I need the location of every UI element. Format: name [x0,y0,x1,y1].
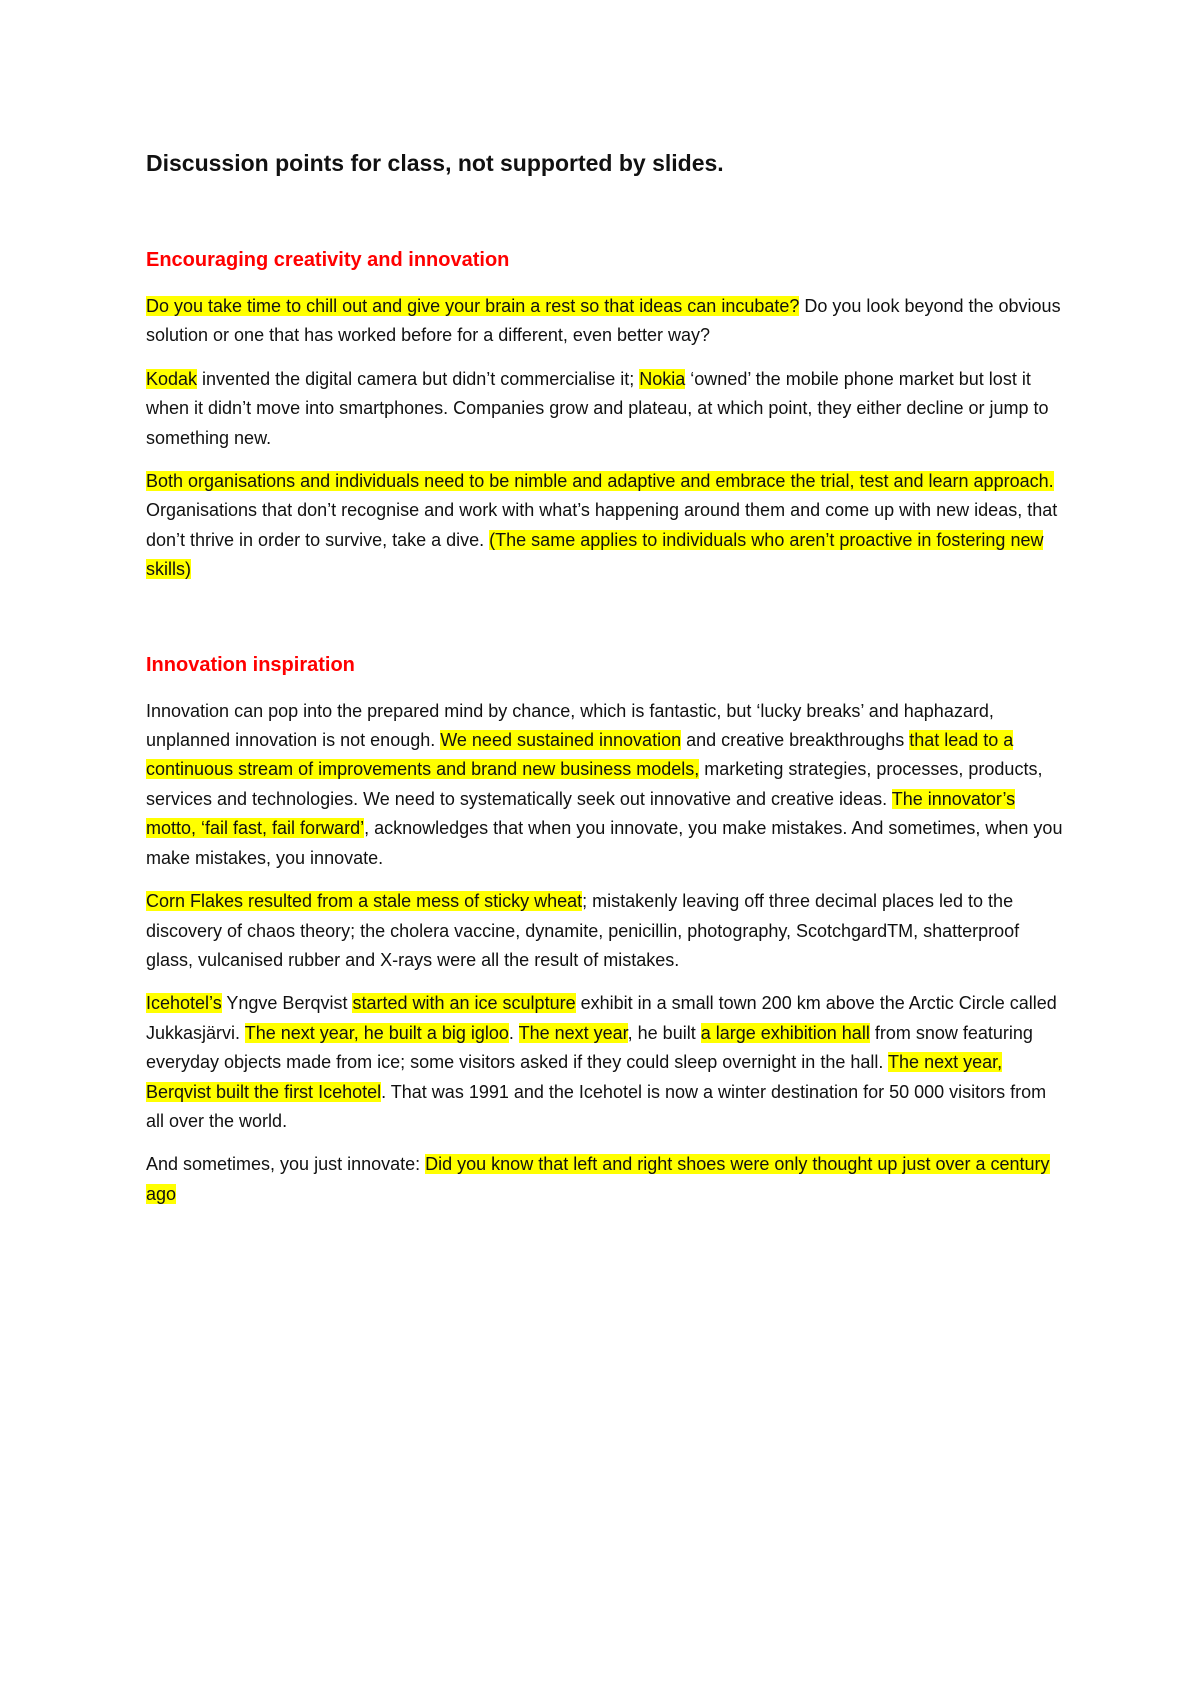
text: . [508,1022,519,1043]
text: ‘owned’ the mobile phone market but lost it when it didn’t move into smartphones. Companies grow and plateau, at which point, they either decline or jump to something new. [146,368,1049,448]
highlight: The next year, he built a big igloo [244,1022,509,1043]
highlight: We need sustained innovation [440,730,682,751]
page-title: Discussion points for class, not supported by slides. [146,150,724,176]
highlight: (The same applies to individuals who aren’t proactive in fostering new skills) [146,529,1044,580]
highlight: Kodak [146,368,198,389]
text: exhibit in a small town 200 km above the Arctic Circle called Jukkasjärvi. [146,993,1057,1043]
paragraph-mistakes [146,887,1066,975]
text: Organisations that don’t recognise and work with what’s happening around them and come up with new ideas, that don’t thrive in order to survive, take a dive. [146,500,1058,550]
paragraph-icehotel [146,989,1066,1136]
highlight: Do you take time to chill out and give your brain a rest so that ideas can incubate? [146,296,800,316]
text: invented the digital camera but didn’t commercialise it; [197,368,640,389]
paragraph-shoes [146,1150,1066,1209]
highlight: The next year, Berqvist built the first Icehotel [146,1052,1003,1102]
highlight: Did you know that left and right shoes were only thought up just over a century ago [146,1154,1050,1204]
highlight: The innovator’s motto, ‘fail fast, fail forward’ [146,788,1016,839]
highlight: Icehotel’s [146,993,222,1014]
text: from snow featuring everyday objects made from ice; some visitors asked if they could sleep overnight in the hall. [146,1022,1033,1073]
highlight: Nokia [639,368,686,389]
text: marketing strategies, processes, products, services and technologies. We need to systematically seek out innovative and creative ideas. [146,759,1043,809]
document-body [146,148,1066,1223]
highlight: Corn Flakes resulted from a stale mess of sticky wheat [146,891,583,912]
highlight: The next year [518,1022,628,1043]
text: Yngve Berqvist [221,993,353,1014]
paragraph-innovation-chance [146,697,1066,873]
text: , acknowledges that when you innovate, you make mistakes. And sometimes, when you make mistakes, you innovate. [146,818,1063,868]
paragraph-organisations [146,467,1066,585]
paragraph-kodak-nokia [146,365,1066,453]
paragraph-incubate [146,292,1066,351]
text: And sometimes, you just innovate: [146,1154,426,1175]
text: , he built [627,1022,701,1043]
text: Do you look beyond the obvious solution or one that has worked before for a different, even better way? [146,296,1061,346]
highlight: that lead to a continuous stream of improvements and brand new business models, [146,730,1014,780]
text: and creative breakthroughs [681,730,910,751]
highlight: Both organisations and individuals need to be nimble and adaptive and embrace the trial, test and learn approach. [146,471,1054,492]
section-heading-inspiration: Innovation inspiration [146,653,355,676]
highlight: a large exhibition hall [700,1022,870,1043]
text: ; mistakenly leaving off three decimal places led to the discovery of chaos theory; the cholera vaccine, dynamite, penicillin, photography, ScotchgardTM, shatterproof glass, vulcanised rubber and X-rays were all the result of mistakes. [146,891,1020,970]
text: Innovation can pop into the prepared mind by chance, which is fantastic, but ‘lucky breaks’ and haphazard, unplanned innovation is not enough. [146,700,994,751]
highlight: started with an ice sculpture [352,993,576,1014]
text: . That was 1991 and the Icehotel is now a winter destination for 50 000 visitors from all over the world. [146,1081,1047,1131]
section-heading-creativity: Encouraging creativity and innovation [146,249,510,271]
